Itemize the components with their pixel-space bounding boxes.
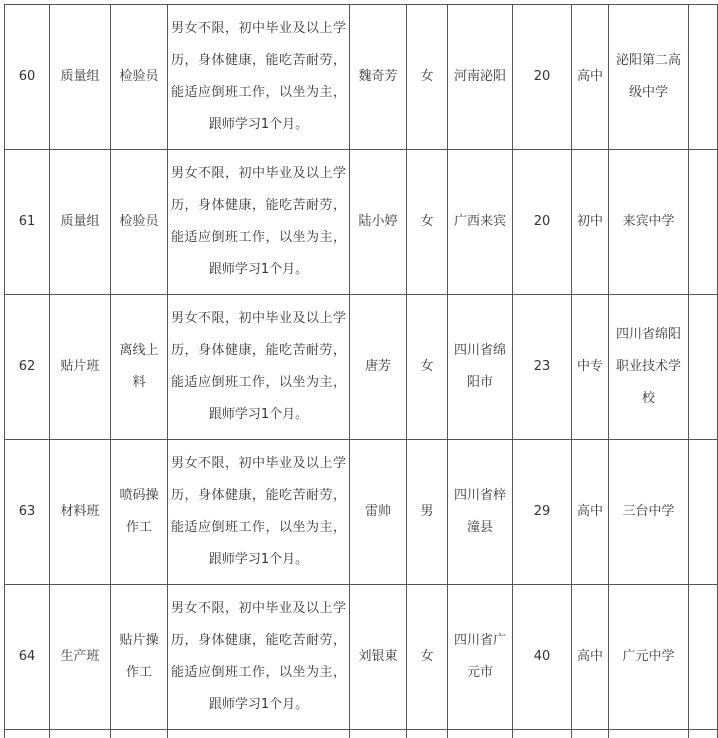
blank-cell — [689, 440, 718, 585]
education-cell-text: 中专 — [577, 359, 603, 374]
origin-cell-text: 四川省绵阳市 — [454, 335, 506, 399]
requirements-cell — [168, 295, 350, 440]
school-cell — [609, 585, 689, 730]
table-row — [5, 585, 718, 730]
requirements-cell-text: 男女不限，初中毕业及以上学历，身体健康，能吃苦耐劳，能适应倒班工作，以坐为主，跟师学习1个月。 — [171, 448, 346, 576]
row-number-cell-text: 60 — [19, 69, 36, 84]
department-cell — [50, 585, 111, 730]
requirements-cell-text: 男女不限，初中毕业及以上学历，身体健康，能吃苦耐劳，能适应倒班工作，以坐为主，跟师学习1个月。 — [171, 13, 346, 141]
name-cell-text: 雷帅 — [365, 504, 391, 519]
gender-cell — [407, 150, 448, 295]
department-cell-text: 材料班 — [60, 504, 99, 519]
origin-cell-text: 四川省广元市 — [454, 625, 506, 689]
blank-cell — [168, 730, 350, 738]
age-cell — [513, 585, 572, 730]
origin-cell — [448, 440, 513, 585]
table-row — [5, 440, 718, 585]
origin-cell — [448, 150, 513, 295]
blank-cell — [609, 730, 689, 738]
table-row — [5, 150, 718, 295]
education-cell-text: 高中 — [577, 69, 603, 84]
school-cell — [609, 5, 689, 150]
blank-cell — [689, 5, 718, 150]
blank-cell — [689, 150, 718, 295]
department-cell-text: 贴片班 — [60, 359, 99, 374]
school-cell-text: 泌阳第二高级中学 — [615, 45, 683, 109]
requirements-cell — [168, 440, 350, 585]
blank-cell — [689, 295, 718, 440]
department-cell — [50, 440, 111, 585]
name-cell — [350, 585, 407, 730]
position-cell-text: 检验员 — [117, 206, 162, 238]
gender-cell — [407, 295, 448, 440]
gender-cell — [407, 440, 448, 585]
blank-cell — [689, 730, 718, 738]
age-cell-text: 20 — [534, 214, 551, 229]
origin-cell-text: 广西来宾 — [454, 206, 506, 238]
position-cell — [111, 585, 168, 730]
table-row — [5, 5, 718, 150]
school-cell-text: 广元中学 — [615, 641, 683, 673]
age-cell-text: 23 — [534, 359, 551, 374]
origin-cell-text: 四川省梓潼县 — [454, 480, 506, 544]
school-cell-text: 四川省绵阳职业技术学校 — [615, 319, 683, 415]
position-cell-text: 贴片操作工 — [117, 625, 162, 689]
gender-cell-text: 女 — [420, 69, 433, 84]
age-cell-text: 20 — [534, 69, 551, 84]
row-number-cell-text: 61 — [19, 214, 36, 229]
row-number-cell — [5, 585, 50, 730]
table-row — [5, 295, 718, 440]
department-cell-text: 生产班 — [60, 649, 99, 664]
position-cell-text: 离线上料 — [117, 335, 162, 399]
education-cell — [572, 150, 609, 295]
name-cell-text: 魏奇芳 — [358, 69, 397, 84]
blank-cell — [572, 730, 609, 738]
gender-cell-text: 男 — [420, 504, 433, 519]
education-cell-text: 初中 — [577, 214, 603, 229]
department-cell — [50, 150, 111, 295]
school-cell-text: 来宾中学 — [615, 206, 683, 238]
age-cell-text: 29 — [534, 504, 551, 519]
school-cell — [609, 440, 689, 585]
roster-table — [4, 4, 718, 738]
gender-cell-text: 女 — [420, 359, 433, 374]
age-cell — [513, 5, 572, 150]
position-cell-text: 检验员 — [117, 61, 162, 93]
table-row-partial — [5, 730, 718, 738]
row-number-cell — [5, 5, 50, 150]
name-cell-text: 陆小婷 — [358, 214, 397, 229]
blank-cell — [448, 730, 513, 738]
origin-cell-text: 河南泌阳 — [454, 61, 506, 93]
department-cell-text: 质量组 — [60, 69, 99, 84]
age-cell — [513, 440, 572, 585]
age-cell-text: 40 — [534, 649, 551, 664]
requirements-cell — [168, 585, 350, 730]
blank-cell — [689, 585, 718, 730]
position-cell — [111, 440, 168, 585]
school-cell — [609, 150, 689, 295]
origin-cell — [448, 585, 513, 730]
department-cell-text: 质量组 — [60, 214, 99, 229]
department-cell — [50, 295, 111, 440]
name-cell — [350, 5, 407, 150]
origin-cell — [448, 5, 513, 150]
name-cell — [350, 150, 407, 295]
row-number-cell-text: 62 — [19, 359, 36, 374]
requirements-cell — [168, 5, 350, 150]
requirements-cell-text: 男女不限，初中毕业及以上学历，身体健康，能吃苦耐劳，能适应倒班工作，以坐为主，跟师学习1个月。 — [171, 303, 346, 431]
requirements-cell — [168, 150, 350, 295]
position-cell — [111, 150, 168, 295]
age-cell — [513, 295, 572, 440]
education-cell — [572, 295, 609, 440]
row-number-cell — [5, 150, 50, 295]
origin-cell — [448, 295, 513, 440]
name-cell-text: 唐芳 — [365, 359, 391, 374]
education-cell — [572, 585, 609, 730]
row-number-cell — [5, 440, 50, 585]
name-cell — [350, 440, 407, 585]
education-cell-text: 高中 — [577, 504, 603, 519]
gender-cell — [407, 585, 448, 730]
blank-cell — [5, 730, 50, 738]
name-cell-text: 刘银東 — [358, 649, 397, 664]
position-cell — [111, 295, 168, 440]
position-cell-text: 喷码操作工 — [117, 480, 162, 544]
department-cell — [50, 5, 111, 150]
blank-cell — [513, 730, 572, 738]
requirements-cell-text: 男女不限，初中毕业及以上学历，身体健康，能吃苦耐劳，能适应倒班工作，以坐为主，跟师学习1个月。 — [171, 158, 346, 286]
blank-cell — [50, 730, 111, 738]
education-cell-text: 高中 — [577, 649, 603, 664]
gender-cell-text: 女 — [420, 649, 433, 664]
requirements-cell-text: 男女不限，初中毕业及以上学历，身体健康，能吃苦耐劳，能适应倒班工作，以坐为主，跟师学习1个月。 — [171, 593, 346, 721]
row-number-cell-text: 63 — [19, 504, 36, 519]
name-cell — [350, 295, 407, 440]
education-cell — [572, 440, 609, 585]
blank-cell — [111, 730, 168, 738]
gender-cell — [407, 5, 448, 150]
education-cell — [572, 5, 609, 150]
table-body — [5, 5, 718, 738]
school-cell-text: 三台中学 — [615, 496, 683, 528]
school-cell — [609, 295, 689, 440]
age-cell — [513, 150, 572, 295]
blank-cell — [407, 730, 448, 738]
row-number-cell-text: 64 — [19, 649, 36, 664]
row-number-cell — [5, 295, 50, 440]
gender-cell-text: 女 — [420, 214, 433, 229]
position-cell — [111, 5, 168, 150]
blank-cell — [350, 730, 407, 738]
